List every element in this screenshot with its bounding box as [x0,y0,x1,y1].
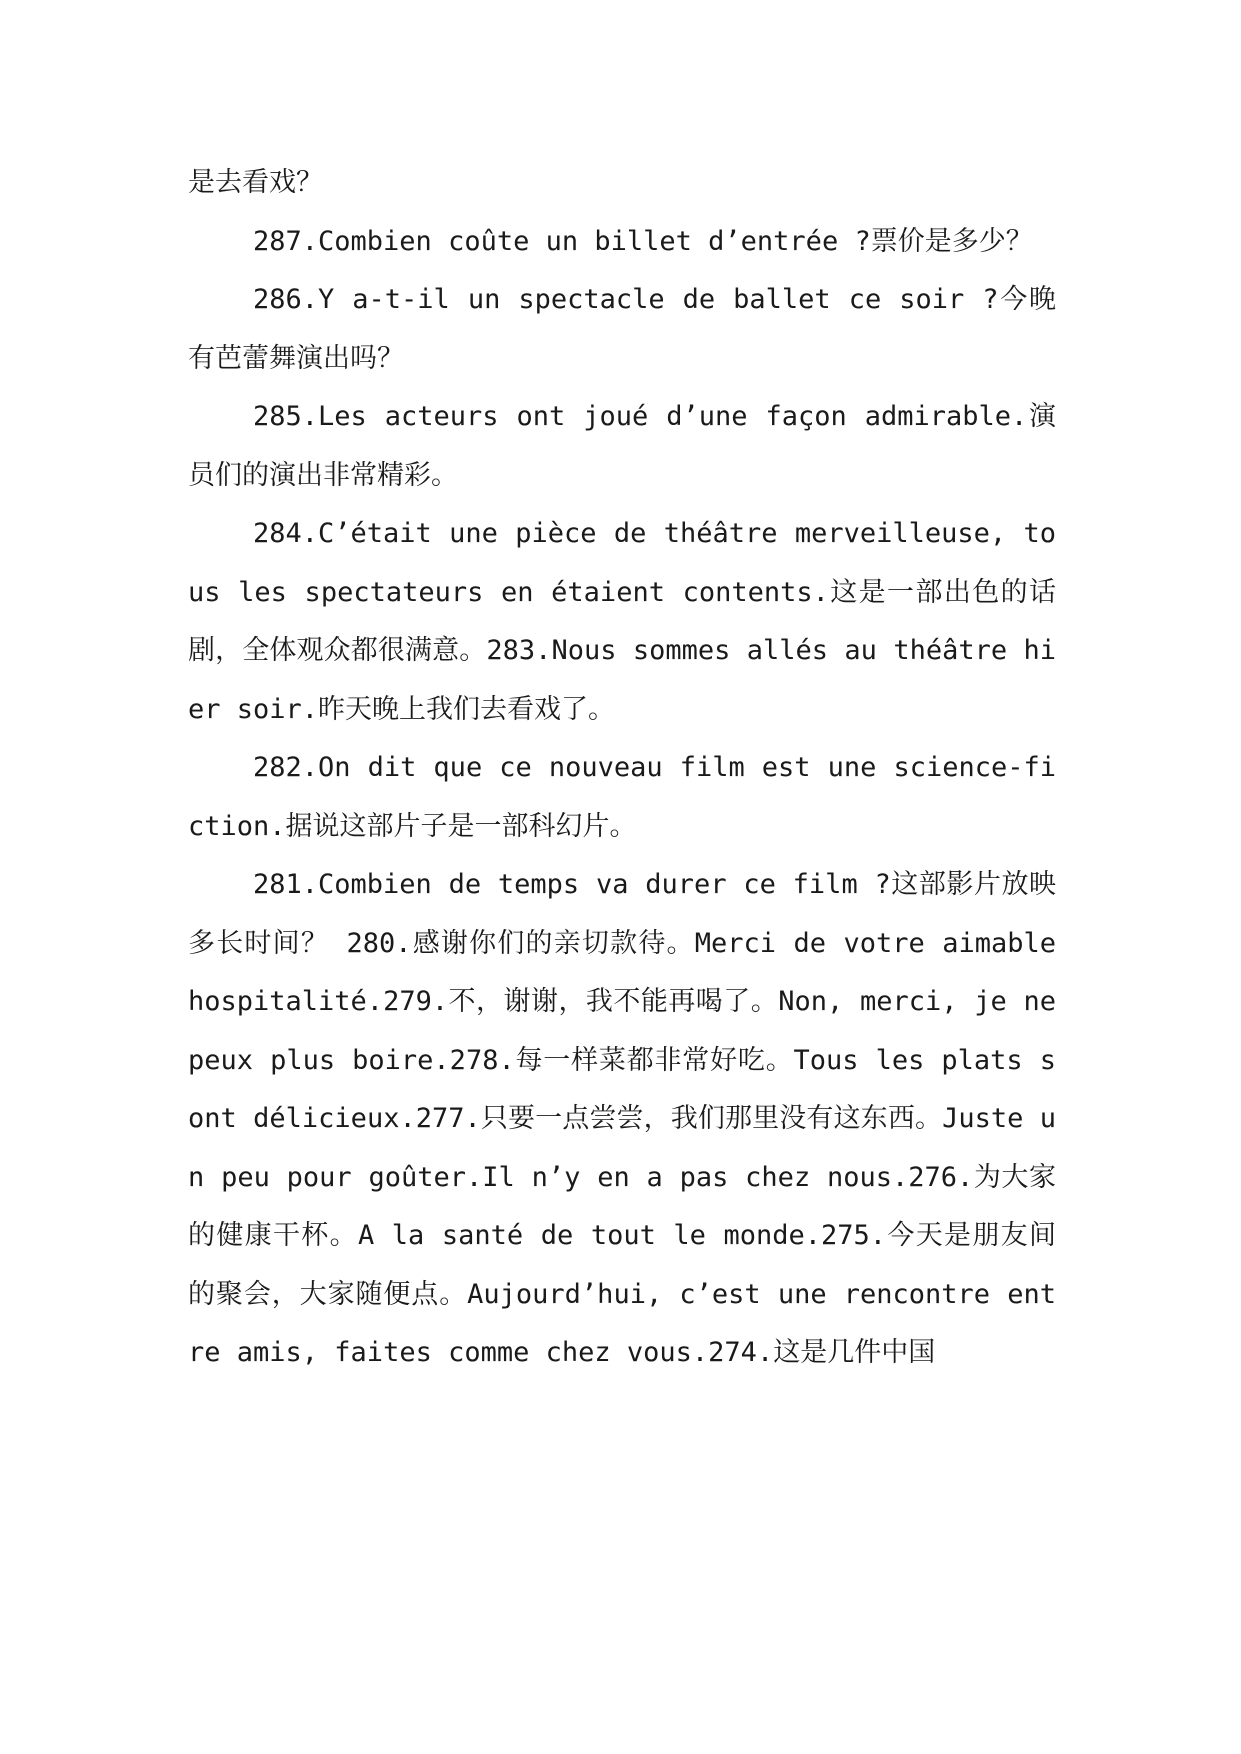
paragraph-285: 285.Les acteurs ont joué d’une façon admirable.演员们的演出非常精彩。 [188,401,1056,491]
paragraph-284-283: 284.C’était une pièce de théâtre merveilleuse, tous les spectateurs en étaient contents.这是一部出色的话剧，全体观众都很满意。283.Nous sommes allés au théâtre hier soir.昨天晚上我们去看戏了。 [188,518,1056,725]
paragraph-287: 287.Combien coûte un billet d’entrée ?票价是多少？ [253,225,1033,257]
paragraph-286: 286.Y a-t-il un spectacle de ballet ce soir ?今晚有芭蕾舞演出吗？ [188,284,1056,374]
paragraph-continuation: 是去看戏？ [188,167,323,198]
paragraph-282: 282.On dit que ce nouveau film est une science-fiction.据说这部片子是一部科幻片。 [188,752,1056,842]
document-body [188,154,1056,1383]
paragraph-281-274: 281.Combien de temps va durer ce film ?这部影片放映多长时间？ 280.感谢你们的亲切款待。Merci de votre aimable hospitalité.279.不，谢谢，我不能再喝了。Non, merci, je ne peux plus boire.278.每一样菜都非常好吃。Tous les plats sont délicieux.277.只要一点尝尝，我们那里没有这东西。Juste un peu pour goûter.Il n’y en a pas chez nous.276.为大家的健康干杯。A la santé de tout le monde.275.今天是朋友间的聚会，大家随便点。Aujourd’hui, c’est une rencontre entre amis, faites comme chez vous.274.这是几件中国 [188,869,1056,1368]
